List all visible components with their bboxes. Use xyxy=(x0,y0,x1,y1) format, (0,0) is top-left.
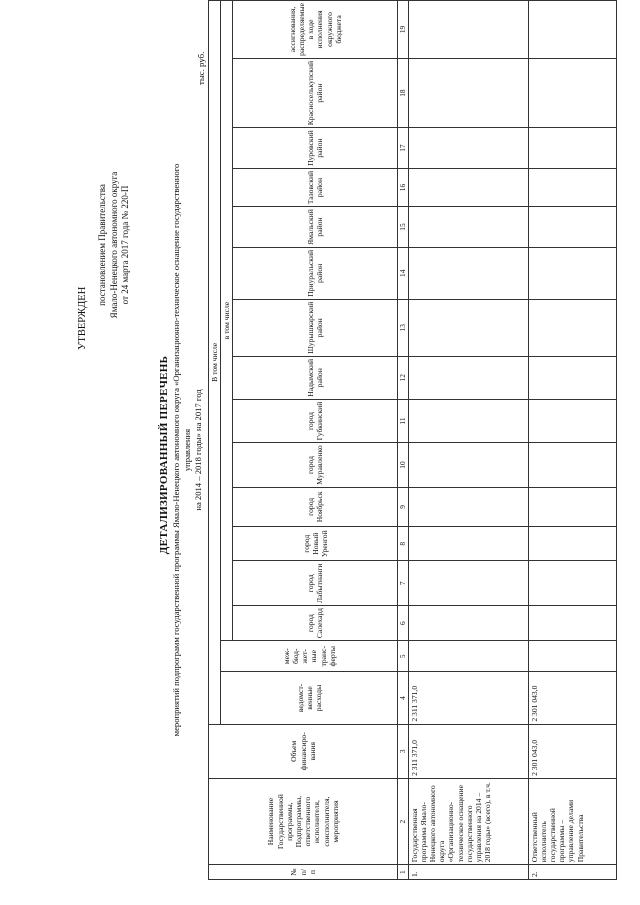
approval-line: от 24 марта 2017 года № 220-П xyxy=(120,185,130,305)
header-name: Наименование Государственной программы, Подпрограммы, ответственного исполнителя, соисполнителя, мероприятия xyxy=(209,778,398,864)
col-number: 17 xyxy=(398,128,408,169)
header-municipality: город Губкинский xyxy=(233,399,398,443)
row-volume: 2 311 371,0 xyxy=(408,724,528,778)
col-number: 13 xyxy=(398,299,408,356)
header-including: В том числе xyxy=(209,1,221,725)
approval-decree xyxy=(97,110,132,380)
col-number: 8 xyxy=(398,526,408,561)
approved-label: УТВЕРЖДЕН xyxy=(77,286,88,350)
header-in-that: в том числе xyxy=(221,1,233,641)
header-municipality: Шурышкарский район xyxy=(233,299,398,356)
col-number: 5 xyxy=(398,641,408,672)
row-volume: 2 301 043,0 xyxy=(528,724,616,778)
units-label: тыс. руб. xyxy=(196,51,206,85)
col-number: 3 xyxy=(398,724,408,778)
col-number: 16 xyxy=(398,168,408,206)
col-number: 10 xyxy=(398,443,408,487)
col-number: 18 xyxy=(398,58,408,127)
table-row xyxy=(408,1,528,880)
header-interbudget: меж-бюд-жет-ные транс-ферты xyxy=(221,641,398,672)
col-number: 14 xyxy=(398,247,408,299)
header-dept: ведомст-венные расходы xyxy=(221,672,398,724)
row-interbudget xyxy=(408,641,528,672)
header-municipality: город Новый Уренгой xyxy=(233,526,398,561)
row-name: Государственная программа Ямало-Ненецкого автономного округа «Организационно-техническое оснащение государственного управления на 2014 – 2018 годы» (всего), в т.ч. xyxy=(408,778,528,864)
col-number: 1 xyxy=(398,865,408,880)
row-num: 1. xyxy=(408,865,528,880)
row-interbudget xyxy=(528,641,616,672)
header-municipality: Надымский район xyxy=(233,356,398,399)
col-number: 7 xyxy=(398,561,408,605)
col-number: 19 xyxy=(398,1,408,59)
col-number: 4 xyxy=(398,672,408,724)
col-number: 9 xyxy=(398,487,408,526)
document-subtitle xyxy=(171,145,204,755)
col-number: 11 xyxy=(398,399,408,443)
header-municipality: город Ноябрьск xyxy=(233,487,398,526)
row-name: Ответственный исполнитель государственной программы – управление делами Правительства xyxy=(528,778,616,864)
header-municipality: Ямальский район xyxy=(233,207,398,248)
header-municipality: Красноселькупский район xyxy=(233,58,398,127)
col-number: 6 xyxy=(398,605,408,640)
row-dept: 2 301 043,0 xyxy=(528,672,616,724)
col-number: 12 xyxy=(398,356,408,399)
approval-line: постановлением Правительства xyxy=(97,184,107,306)
approval-line: Ямало-Ненецкого автономного округа xyxy=(108,171,119,319)
header-municipality: город Салехард xyxy=(233,605,398,640)
header-municipality: город Муравленко xyxy=(233,443,398,487)
header-municipality: Пуровский район xyxy=(233,128,398,169)
table-row xyxy=(528,1,616,880)
subtitle-line: мероприятий подпрограмм государственной программы Ямало-Ненецкого автономного округа «Организационно-техническое оснащение государственного управления xyxy=(171,163,192,737)
col-number: 2 xyxy=(398,778,408,864)
row-num: 2. xyxy=(528,865,616,880)
header-municipality: город Лабытнанги xyxy=(233,561,398,605)
header-num: № п/п xyxy=(209,865,398,880)
financing-table xyxy=(208,0,617,880)
col-number: 15 xyxy=(398,207,408,248)
subtitle-line: на 2014 – 2018 годы» на 2017 год xyxy=(193,389,203,511)
header-municipality: Тазовский район xyxy=(233,168,398,206)
header-volume: Объем финансиро-вания xyxy=(209,724,398,778)
header-municipality: Приуральский район xyxy=(233,247,398,299)
document-title: ДЕТАЛИЗИРОВАННЫЙ ПЕРЕЧЕНЬ xyxy=(158,355,170,555)
row-dept: 2 311 371,0 xyxy=(408,672,528,724)
header-municipality: ассигнования, распределяемые в ходе исполнения окружного бюджета xyxy=(233,1,398,59)
